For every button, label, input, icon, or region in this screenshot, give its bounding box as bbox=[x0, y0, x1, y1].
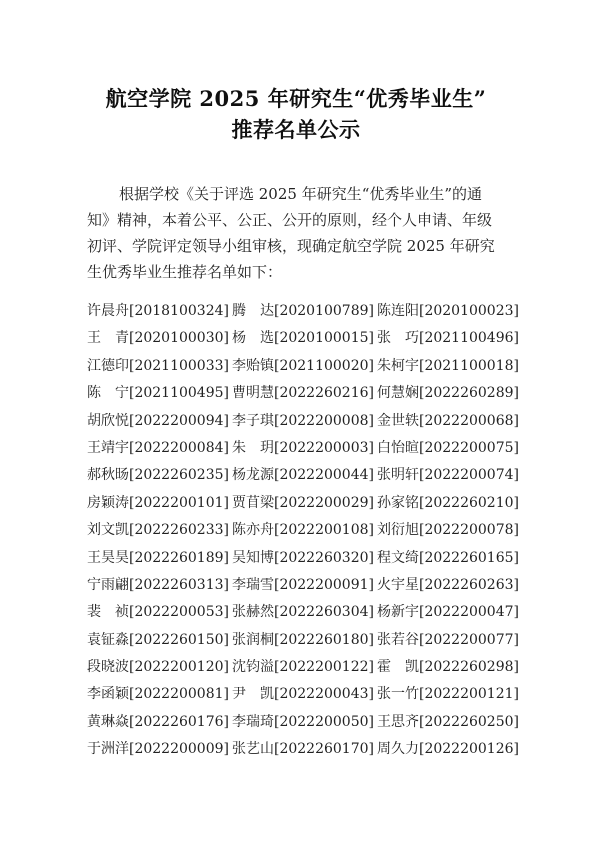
nominee-entry: 许晨舟[2018100324] bbox=[87, 303, 229, 319]
nominee-entry: 李瑞琦[2022200050] bbox=[232, 713, 374, 730]
nominee-entry: 王昊昊[2022260189] bbox=[87, 549, 229, 566]
nominee-entry: 于洲洋[2022200009] bbox=[87, 741, 229, 758]
intro-line: 生优秀毕业生推荐名单如下： bbox=[87, 263, 283, 281]
nominee-entry: 张润桐[2022260180] bbox=[232, 631, 374, 648]
nominee-entry: 霍 凯[2022260298] bbox=[377, 659, 519, 676]
nominee-entry: 袁钲淼[2022260150] bbox=[87, 631, 229, 648]
nominee-entry: 金世轶[2022200068] bbox=[377, 412, 519, 429]
document-title: 航空学院 2025 年研究生“优秀毕业生” bbox=[105, 86, 487, 111]
nominee-row bbox=[87, 462, 517, 489]
nominee-entry: 李子琪[2022200008] bbox=[232, 412, 374, 429]
nominee-row bbox=[87, 353, 517, 380]
nominee-entry: 王靖宇[2022200084] bbox=[87, 439, 229, 456]
nominee-entry: 裴 祯[2022200053] bbox=[87, 604, 229, 621]
nominee-entry: 江德印[2021100033] bbox=[87, 357, 229, 374]
nominee-entry: 沈钧溢[2022200122] bbox=[232, 659, 374, 676]
nominee-entry: 腾 达[2020100789] bbox=[232, 303, 374, 319]
nominee-row bbox=[87, 325, 517, 352]
nominee-entry: 黄琳焱[2022260176] bbox=[87, 713, 229, 730]
nominee-entry: 程文绮[2022260165] bbox=[377, 549, 519, 566]
intro-line: 初评、学院评定领导小组审核，现确定航空学院 2025 年研究 bbox=[87, 237, 495, 255]
nominee-entry: 李贻镇[2021100020] bbox=[232, 357, 374, 374]
nominee-row bbox=[87, 736, 517, 763]
nominee-entry: 杨新宇[2022200047] bbox=[377, 604, 519, 621]
nominee-row bbox=[87, 408, 517, 435]
nominee-entry: 张艺山[2022260170] bbox=[232, 741, 374, 758]
nominee-entry: 朱 玥[2022200003] bbox=[232, 439, 374, 456]
nominee-entry: 陈亦舟[2022200108] bbox=[232, 522, 374, 539]
nominee-row bbox=[87, 517, 517, 544]
nominee-entry: 吴知博[2022260320] bbox=[232, 549, 374, 566]
document-subtitle: 推荐名单公示 bbox=[231, 117, 361, 142]
nominee-entry: 宁雨翩[2022260313] bbox=[87, 576, 229, 593]
nominee-entry: 白怡暄[2022200075] bbox=[377, 439, 519, 456]
nominee-row bbox=[87, 298, 517, 325]
nominee-row bbox=[87, 490, 517, 517]
nominee-entry: 火宇星[2022260263] bbox=[377, 576, 519, 593]
nominee-row bbox=[87, 572, 517, 599]
nominee-entry: 孙家铭[2022260210] bbox=[377, 494, 519, 511]
nominee-entry: 李瑞雪[2022200091] bbox=[232, 576, 374, 593]
intro-paragraph bbox=[87, 181, 517, 285]
nominee-entry: 陈 宁[2021100495] bbox=[87, 385, 229, 402]
nominee-entry: 张若谷[2022200077] bbox=[377, 631, 519, 648]
nominee-row bbox=[87, 545, 517, 572]
nominee-row bbox=[87, 599, 517, 626]
nominee-entry: 张赫然[2022260304] bbox=[232, 604, 374, 621]
nominee-entry: 房颖涛[2022200101] bbox=[87, 494, 229, 511]
nominee-entry: 郝秋旸[2022260235] bbox=[87, 467, 229, 484]
nominee-entry: 杨龙源[2022200044] bbox=[232, 467, 374, 484]
nominee-entry: 张明轩[2022200074] bbox=[377, 467, 519, 484]
nominee-entry: 曹明慧[2022260216] bbox=[232, 385, 374, 402]
nominee-entry: 杨 选[2020100015] bbox=[232, 330, 374, 347]
nominee-entry: 刘衍旭[2022200078] bbox=[377, 522, 519, 539]
nominee-row bbox=[87, 709, 517, 736]
nominee-row bbox=[87, 654, 517, 681]
nominee-entry: 贾苜梁[2022200029] bbox=[232, 494, 374, 511]
nominee-entry: 何慧娴[2022260289] bbox=[377, 385, 519, 402]
nominee-row bbox=[87, 627, 517, 654]
nominee-entry: 王思齐[2022260250] bbox=[377, 713, 519, 730]
nominee-entry: 李函颖[2022200081] bbox=[87, 686, 229, 703]
nominee-entry: 尹 凯[2022200043] bbox=[232, 686, 374, 703]
nominee-entry: 胡欣悦[2022200094] bbox=[87, 412, 229, 429]
nominee-row bbox=[87, 435, 517, 462]
intro-line: 知》精神，本着公平、公正、公开的原则，经个人申请、年级 bbox=[87, 211, 493, 229]
nominee-entry: 周久力[2022200126] bbox=[377, 741, 519, 758]
nominee-entry: 张一竹[2022200121] bbox=[377, 686, 519, 703]
nominee-entry: 段晓波[2022200120] bbox=[87, 659, 229, 676]
nominee-list bbox=[87, 298, 517, 764]
nominee-row bbox=[87, 380, 517, 407]
intro-line: 根据学校《关于评选 2025 年研究生“优秀毕业生”的通 bbox=[119, 185, 483, 203]
nominee-entry: 张 巧[2021100496] bbox=[377, 330, 519, 347]
nominee-row bbox=[87, 681, 517, 708]
nominee-entry: 刘文凯[2022260233] bbox=[87, 522, 229, 539]
nominee-entry: 朱柯宇[2021100018] bbox=[377, 357, 519, 374]
nominee-entry: 王 青[2020100030] bbox=[87, 330, 229, 347]
nominee-entry: 陈连阳[2020100023] bbox=[377, 303, 519, 319]
